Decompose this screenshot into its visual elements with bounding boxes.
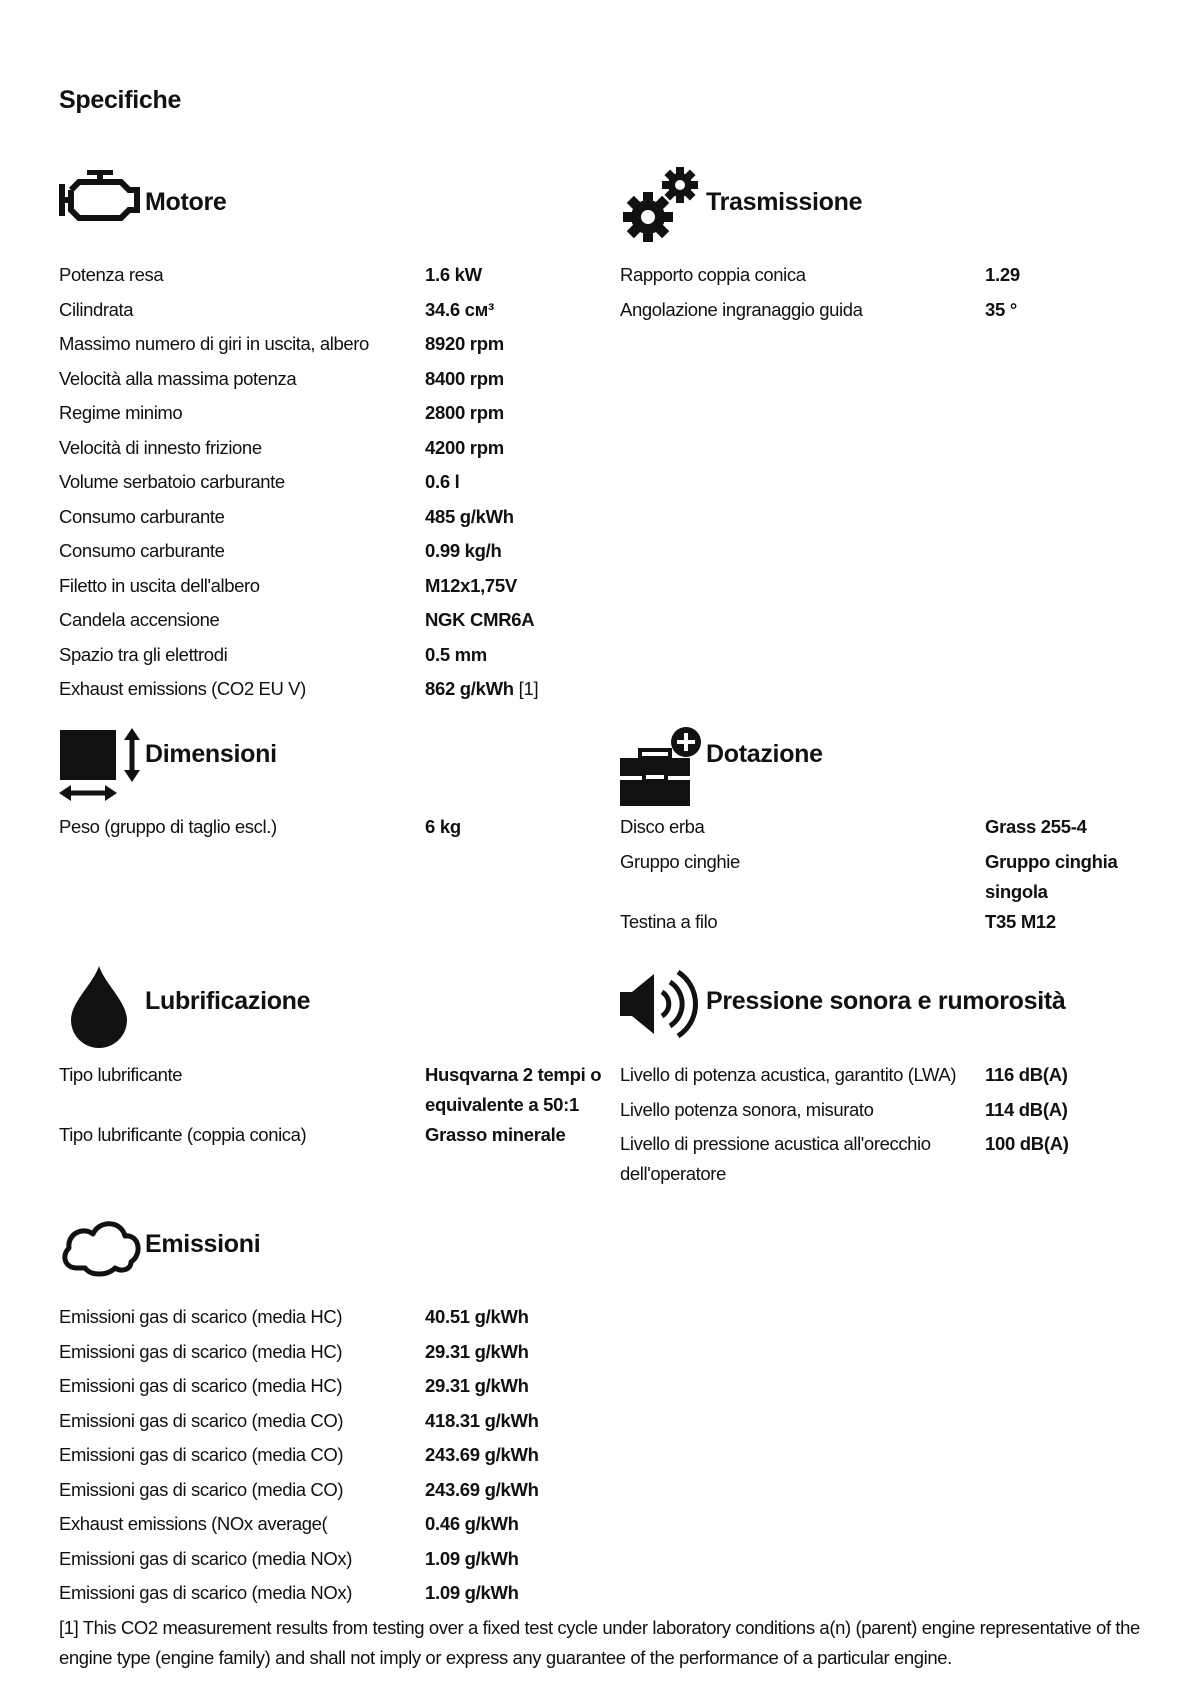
spec-row: [59, 500, 619, 535]
spec-label: Emissioni gas di scarico (media CO): [59, 1444, 344, 1465]
spec-row: [59, 672, 619, 707]
spec-row: [59, 362, 619, 397]
spec-row: [59, 431, 619, 466]
spec-row: [59, 1300, 619, 1335]
cloud-icon: [59, 1212, 143, 1292]
spec-value: 35 °: [985, 298, 1017, 320]
spec-label: Consumo carburante: [59, 505, 225, 527]
spec-value-text: 862 g/kWh: [425, 678, 514, 699]
spec-label: Angolazione ingranaggio guida: [620, 298, 863, 320]
spec-row: [620, 810, 1180, 845]
spec-value: Grass 255-4: [985, 816, 1087, 837]
spec-row: [59, 1473, 619, 1508]
spec-row: [620, 258, 1180, 293]
spec-value: 40.51 g/kWh: [425, 1306, 529, 1327]
spec-row: [59, 534, 619, 569]
spec-label: Velocità alla massima potenza: [59, 367, 297, 389]
spec-label: Volume serbatoio carburante: [59, 471, 285, 492]
spec-value: [985, 847, 1118, 907]
section-title: Pressione sonora e rumorosità: [706, 987, 1066, 1015]
spec-list: [620, 1058, 1180, 1187]
spec-label: Filetto in uscita dell'albero: [59, 574, 260, 596]
spec-label: Emissioni gas di scarico (media NOx): [59, 1582, 352, 1603]
oil-drop-icon: [59, 966, 143, 1046]
spec-value: T35 M12: [985, 910, 1056, 932]
section-title: Dimensioni: [145, 740, 277, 768]
spec-label: Cilindrata: [59, 298, 134, 320]
spec-value-line: equivalente a 50:1: [425, 1094, 579, 1115]
spec-value: 4200 rpm: [425, 436, 504, 458]
section-title: Dotazione: [706, 740, 823, 768]
spec-value: 1.29: [985, 264, 1020, 285]
spec-row: [59, 1058, 619, 1118]
page-title: Specifiche: [59, 86, 182, 114]
section-motore: [59, 170, 619, 699]
spec-row: [59, 638, 619, 673]
spec-label: Rapporto coppia conica: [620, 264, 806, 285]
spec-row: [59, 603, 619, 638]
footnote-ref: [1]: [518, 678, 539, 699]
spec-list: [59, 1058, 619, 1153]
spec-label: Candela accensione: [59, 609, 220, 630]
spec-value: 8920 rpm: [425, 333, 504, 354]
spec-label: Exhaust emissions (NOx average(: [59, 1513, 328, 1534]
speaker-icon: [620, 966, 704, 1046]
toolbox-plus-icon: [620, 726, 704, 806]
spec-label: Livello potenza sonora, misurato: [620, 1098, 874, 1120]
spec-row: [59, 396, 619, 431]
spec-row: [59, 465, 619, 500]
spec-value: [425, 1060, 601, 1120]
spec-value: 243.69 g/kWh: [425, 1444, 539, 1465]
spec-row: [59, 1438, 619, 1473]
spec-row: [59, 569, 619, 604]
spec-list: [59, 258, 619, 707]
spec-label: Tipo lubrificante: [59, 1064, 183, 1085]
spec-label: Testina a filo: [620, 910, 718, 932]
spec-row: [59, 1404, 619, 1439]
section-trasmissione: [620, 165, 1180, 320]
spec-row: [620, 845, 1180, 905]
section-dotazione: [620, 726, 1180, 932]
spec-label: Emissioni gas di scarico (media CO): [59, 1409, 344, 1431]
spec-value: 0.5 mm: [425, 643, 487, 665]
section-lubrificazione: [59, 966, 619, 1145]
spec-row: [59, 1369, 619, 1404]
spec-value: 29.31 g/kWh: [425, 1375, 529, 1396]
spec-value-line: Gruppo cinghia: [985, 850, 1118, 872]
spec-value: 100 dB(A): [985, 1133, 1069, 1154]
spec-row: [59, 810, 619, 845]
spec-label: Emissioni gas di scarico (media HC): [59, 1306, 343, 1327]
spec-label: Livello di potenza acustica, garantito (LWA): [620, 1064, 957, 1085]
spec-value: 1.6 kW: [425, 264, 482, 285]
spec-value: Grasso minerale: [425, 1124, 566, 1145]
spec-label: Massimo numero di giri in uscita, albero: [59, 333, 369, 354]
spec-label: Spazio tra gli elettrodi: [59, 643, 228, 665]
spec-row: [59, 1542, 619, 1577]
section-title: Emissioni: [145, 1230, 261, 1258]
spec-list: [59, 810, 619, 845]
spec-row: [59, 327, 619, 362]
footnote: [1] This CO2 measurement results from testing over a fixed test cycle under laboratory conditions a(n) (parent) engine representative of the engine type (engine family) and shall not imply or express any guarantee of the performance of a particular engine.: [59, 1617, 1140, 1668]
spec-value: 1.09 g/kWh: [425, 1547, 519, 1569]
spec-row: [620, 1127, 1180, 1187]
spec-row: [620, 905, 1180, 940]
spec-row: [620, 1058, 1180, 1093]
spec-value: 0.46 g/kWh: [425, 1513, 519, 1534]
spec-label-line: Livello di pressione acustica all'orecchio: [620, 1133, 931, 1154]
section-emissioni: [59, 1212, 619, 1603]
spec-label: Emissioni gas di scarico (media NOx): [59, 1547, 352, 1569]
spec-value: 114 dB(A): [985, 1098, 1068, 1120]
spec-label: Potenza resa: [59, 264, 164, 285]
spec-label: Velocità di innesto frizione: [59, 436, 262, 458]
spec-list: [620, 258, 1180, 327]
dimensions-icon: [59, 728, 143, 808]
spec-value: M12x1,75V: [425, 574, 517, 596]
spec-value-line: singola: [985, 880, 1048, 902]
spec-value: 243.69 g/kWh: [425, 1478, 539, 1500]
spec-row: [620, 1093, 1180, 1128]
spec-value-line: Husqvarna 2 tempi o: [425, 1064, 602, 1085]
spec-row: [59, 1118, 619, 1153]
spec-value: 0.99 kg/h: [425, 540, 502, 561]
spec-row: [59, 293, 619, 328]
section-title: Trasmissione: [706, 188, 863, 216]
spec-label: [620, 1129, 931, 1189]
spec-label: Exhaust emissions (CO2 EU V): [59, 678, 306, 699]
spec-value: 116 dB(A): [985, 1064, 1068, 1085]
spec-label: Emissioni gas di scarico (media CO): [59, 1478, 344, 1500]
gears-icon: [620, 165, 704, 245]
spec-value: [425, 674, 538, 704]
spec-label: Gruppo cinghie: [620, 850, 740, 872]
spec-value: 1.09 g/kWh: [425, 1582, 519, 1603]
spec-label: Disco erba: [620, 816, 705, 837]
section-dimensioni: [59, 728, 619, 837]
spec-row: [59, 1507, 619, 1542]
spec-row: [59, 258, 619, 293]
spec-label: Regime minimo: [59, 402, 183, 423]
section-title: Motore: [145, 188, 227, 216]
spec-value: 0.6 l: [425, 471, 460, 492]
spec-list: [620, 810, 1180, 939]
section-title: Lubrificazione: [145, 987, 311, 1015]
spec-label: Emissioni gas di scarico (media HC): [59, 1340, 343, 1362]
section-pressione-sonora: [620, 966, 1180, 1184]
spec-list: [59, 1300, 619, 1611]
spec-label: Consumo carburante: [59, 540, 225, 561]
spec-value: 29.31 g/kWh: [425, 1340, 529, 1362]
spec-value: 485 g/kWh: [425, 505, 514, 527]
spec-row: [59, 1335, 619, 1370]
spec-value: 418.31 g/kWh: [425, 1409, 539, 1431]
spec-label: Peso (gruppo di taglio escl.): [59, 816, 277, 837]
spec-row: [620, 293, 1180, 328]
spec-row: [59, 1576, 619, 1611]
spec-label: Emissioni gas di scarico (media HC): [59, 1375, 343, 1396]
spec-value: 8400 rpm: [425, 367, 504, 389]
spec-value: 6 kg: [425, 816, 461, 837]
spec-value: NGK CMR6A: [425, 609, 535, 630]
engine-icon: [59, 170, 143, 250]
spec-label-line: dell'operatore: [620, 1163, 726, 1184]
spec-label: Tipo lubrificante (coppia conica): [59, 1124, 307, 1145]
spec-value: 34.6 см³: [425, 298, 494, 320]
spec-value: 2800 rpm: [425, 402, 504, 423]
